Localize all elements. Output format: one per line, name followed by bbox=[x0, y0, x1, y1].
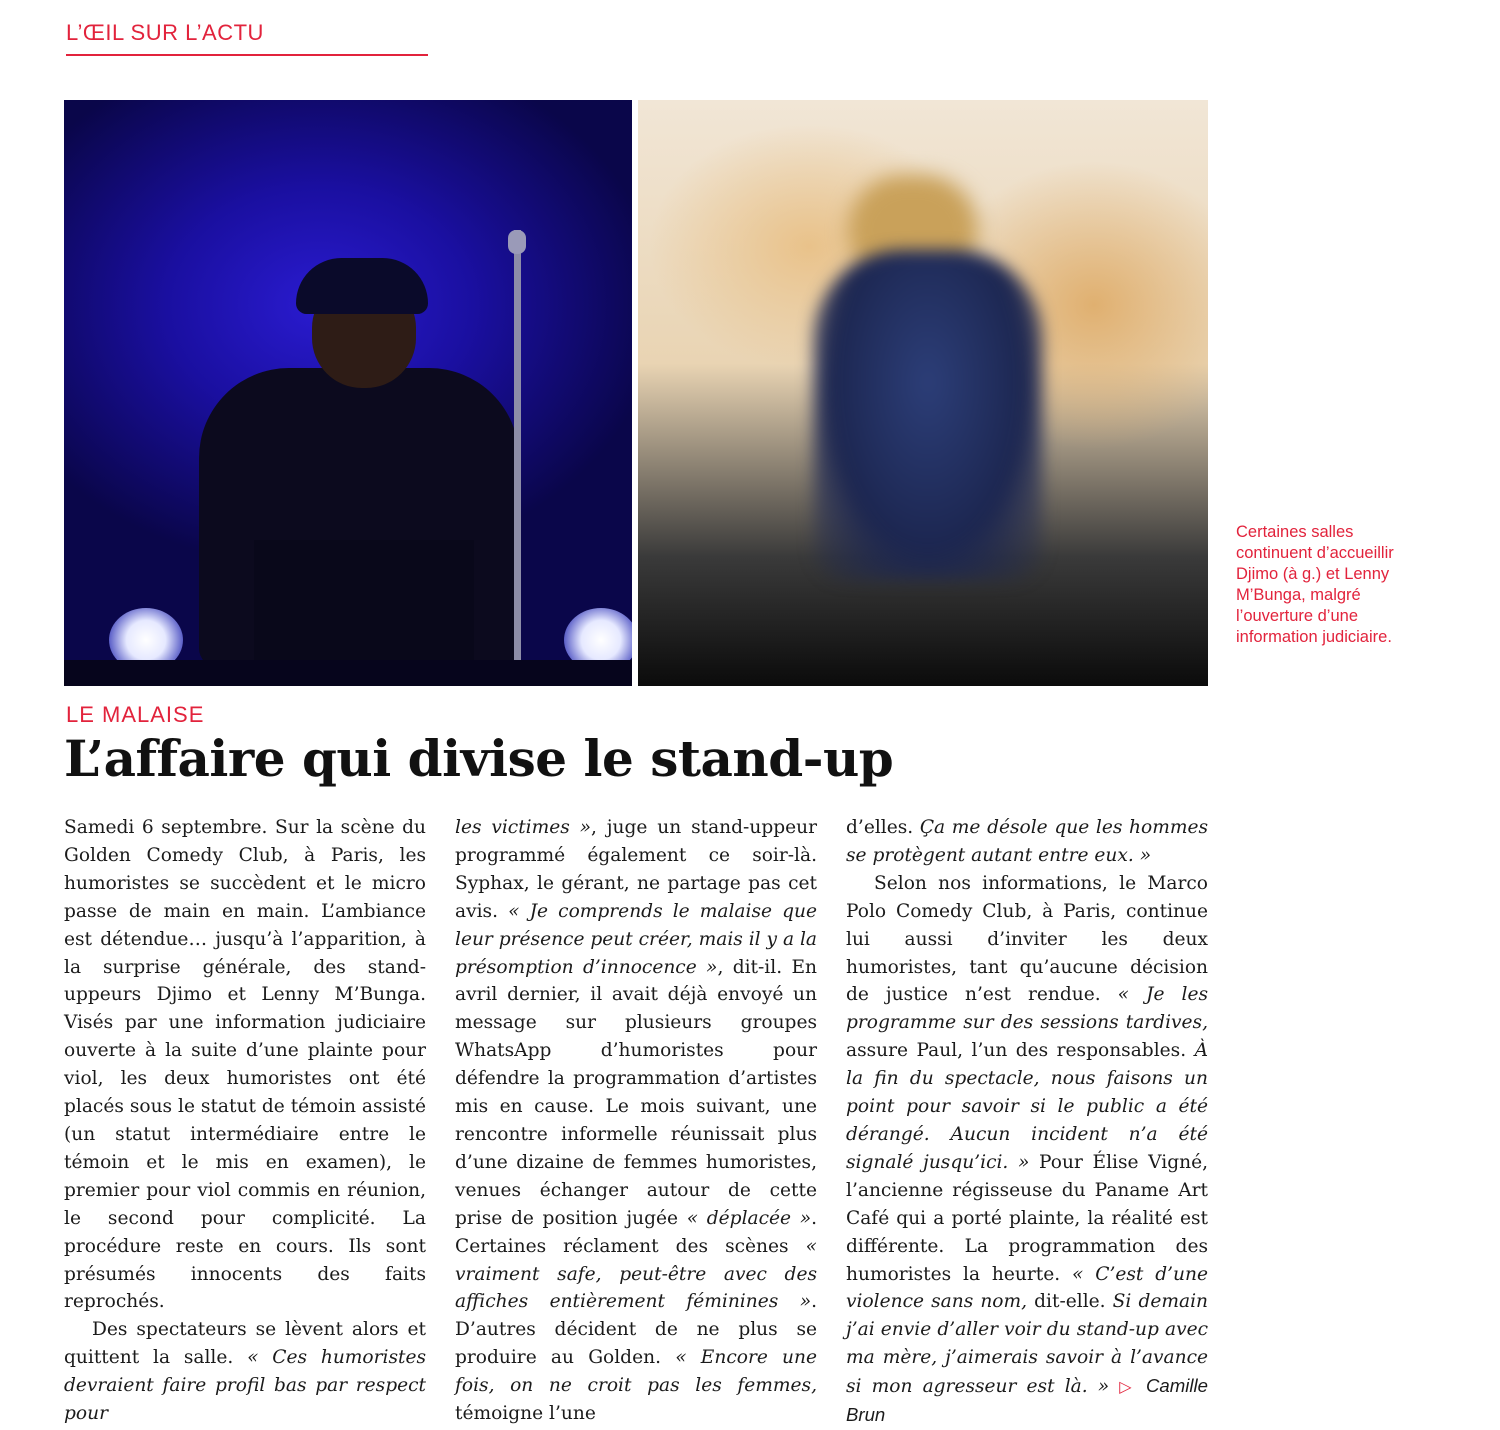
text-run: d’elles. bbox=[846, 817, 920, 838]
blurred-figure bbox=[813, 250, 1043, 580]
quote: À la fin du spectacle, nous faisons un point pour savoir si le public a été dérangé. Aucun incident n’a été signalé jusqu’ici. » bbox=[846, 1040, 1208, 1173]
quote: « C’est d’une violence sans nom, bbox=[846, 1263, 1209, 1313]
mic-stand bbox=[514, 230, 521, 670]
byline-triangle-icon: ▷ bbox=[1119, 1377, 1136, 1397]
text-run: . D’autres décident de ne plus se produire au Golden. bbox=[455, 1291, 817, 1369]
article-headline: L’affaire qui divise le stand-up bbox=[64, 729, 894, 788]
author-byline: Camille Brun bbox=[846, 1375, 1208, 1426]
paragraph bbox=[846, 814, 1208, 870]
quote: « Encore une fois, on ne croit pas les femmes, bbox=[455, 1347, 818, 1397]
comedian-on-stage-photo bbox=[64, 100, 632, 686]
quote: les victimes » bbox=[455, 817, 592, 838]
quote: « Ces humoristes devraient faire profil bas par respect pour bbox=[64, 1347, 427, 1425]
mic-stand-head bbox=[508, 230, 526, 254]
quote: « déplacée » bbox=[686, 1207, 812, 1229]
quote: « vraiment safe, peut-être avec des affiches entièrement féminines » bbox=[455, 1235, 817, 1313]
quote: « Je les programme sur des sessions tardives, bbox=[846, 984, 1208, 1034]
text-run: Pour Élise Vigné, l’ancienne régisseuse du Paname Art Café qui a porté plainte, la réalité est différente. La programmation des humoristes la heurte. bbox=[846, 1151, 1208, 1285]
paragraph bbox=[64, 1316, 426, 1428]
rubric-underline bbox=[66, 54, 428, 56]
text-run: Des spectateurs se lèvent alors et quittent la salle. bbox=[64, 1319, 426, 1369]
text-run: dit-elle. bbox=[1027, 1291, 1113, 1313]
article-column-2 bbox=[455, 814, 817, 1428]
stage-floor bbox=[64, 660, 632, 686]
section-rubric: L’ŒIL SUR L’ACTU bbox=[66, 20, 264, 45]
article-column-3 bbox=[846, 814, 1208, 1430]
text-run: , juge un stand-uppeur programmé également ce soir-là. Syphax, le gérant, ne partage pas cet avis. bbox=[455, 817, 817, 922]
paragraph bbox=[455, 814, 817, 1428]
text-run: , dit-il. En avril dernier, il avait déjà envoyé un message sur plusieurs groupes WhatsApp d’humoristes pour défendre la programmation d’artistes mis en cause. Le mois suivant, une rencontre informelle réunissait plus d’une dizaine de femmes humoristes, venues échanger autour de cette prise de position jugée bbox=[455, 956, 817, 1229]
article-column-1 bbox=[64, 814, 426, 1428]
quote: « Je comprends le malaise que leur présence peut créer, mais il y a la présomption d’innocence » bbox=[455, 900, 817, 978]
paragraph: Samedi 6 septembre. Sur la scène du Golden Comedy Club, à Paris, les humoristes se succèdent et le micro passe de main en main. L’ambiance est détendue… jusqu’à l’apparition, à la surprise générale, des stand-uppeurs Djimo et Lenny M’Bunga. Visés par une information judiciaire ouverte à la suite d’une plainte pour viol, les deux humoristes ont été placés sous le statut de témoin assisté (un statut intermédiaire entre le témoin et le mis en examen), le premier pour viol commis en réunion, le second pour complicité. La procédure reste en cours. Ils sont présumés innocents des faits reprochés. bbox=[64, 817, 426, 1313]
text-run: assure Paul, l’un des responsables. bbox=[846, 1040, 1195, 1062]
article-kicker: LE MALAISE bbox=[66, 702, 205, 727]
text-run: . Certaines réclament des scènes bbox=[455, 1207, 818, 1257]
text-run: Selon nos informations, le Marco Polo Comedy Club, à Paris, continue lui aussi d’inviter les deux humoristes, tant qu’aucune décision de justice n’est rendue. bbox=[846, 872, 1208, 1006]
bucket-hat bbox=[296, 258, 428, 314]
quote: Ça me désole que les hommes se protègent autant entre eux. » bbox=[846, 817, 1208, 866]
quote: Si demain j’ai envie d’aller voir du stand-up avec ma mère, j’aimerais savoir à l’avance si mon agresseur est là. » bbox=[846, 1291, 1208, 1398]
photo-caption: Certaines salles continuent d’accueillir Djimo (à g.) et Lenny M’Bunga, malgré l’ouverture d’une information judiciaire. bbox=[1236, 523, 1394, 646]
paragraph bbox=[846, 870, 1208, 1430]
blurred-comedian-photo bbox=[638, 100, 1208, 686]
text-run: témoigne l’une bbox=[455, 1403, 596, 1425]
